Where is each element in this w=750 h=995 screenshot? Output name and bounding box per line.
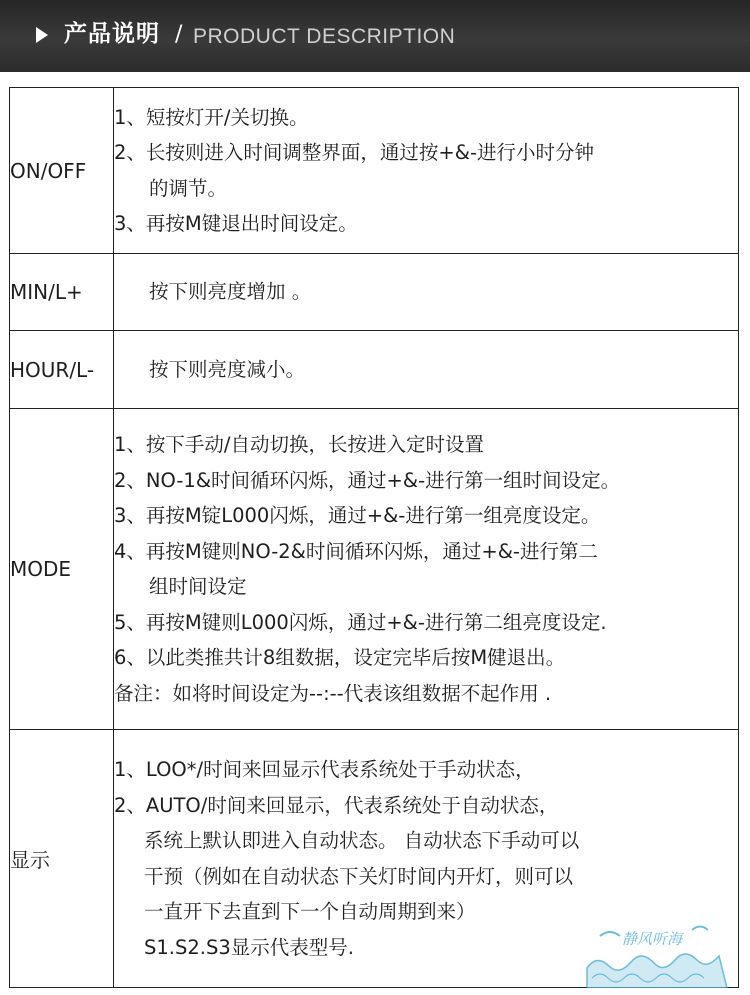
row-key-on-off: ON/OFF [10, 88, 114, 254]
text-line: 3、再按M锭L000闪烁，通过+&-进行第一组亮度设定。 [114, 504, 601, 527]
seagull-icon [692, 927, 708, 931]
text-line: S1.S2.S3显示代表型号. [144, 935, 354, 959]
table-row-on-off [10, 88, 739, 254]
row-value-hour [114, 331, 739, 409]
description-table [9, 87, 739, 988]
text-line: 1、按下手动/自动切换，长按进入定时设置 [114, 433, 484, 456]
text-line: 备注：如将时间设定为--:--代表该组数据不起作用 . [114, 681, 552, 705]
text-line: 按下则亮度增加 。 [149, 280, 312, 304]
text-line: 干预（例如在自动状态下关灯时间内开灯，则可以 [144, 864, 574, 888]
header-title-en: PRODUCT DESCRIPTION [193, 25, 456, 48]
header-title-cn: 产品说明 [64, 21, 160, 47]
text-line: 4、再按M键则NO-2&时间循环闪烁，通过+&-进行第二 [114, 539, 598, 563]
text-line: 2、长按则进入时间调整界面，通过按+&-进行小时分钟 [114, 141, 594, 164]
wave-icon [587, 954, 727, 988]
text-line: 1、LOO*/时间来回显示代表系统处于手动状态， [114, 758, 535, 781]
text-line: 系统上默认即进入自动状态。 自动状态下手动可以 [144, 829, 580, 852]
text-line: 2、NO-1&时间循环闪烁，通过+&-进行第一组时间设定。 [114, 468, 621, 492]
text-line: 组时间设定 [149, 575, 247, 598]
row-key-mode: MODE [10, 409, 114, 730]
seagull-icon [600, 932, 620, 936]
row-key-hour: HOUR/L- [10, 331, 114, 409]
text-line: 6、以此类推共计8组数据，设定完毕后按M健退出。 [114, 646, 566, 669]
text-line: 1、短按灯开/关切换。 [114, 105, 309, 129]
page-header [0, 0, 750, 72]
play-arrow-icon [36, 27, 48, 43]
table-row-mode [10, 409, 739, 730]
text-line: 5、再按M键则L000闪烁，通过+&-进行第二组亮度设定. [114, 610, 607, 634]
table-row-min [10, 254, 739, 331]
row-key-min: MIN/L+ [10, 254, 114, 331]
row-value-min [114, 254, 739, 331]
row-value-mode [114, 409, 739, 730]
row-key-display: 显示 [10, 730, 114, 988]
watermark-text: 静风听海 [622, 930, 683, 948]
text-line: 一直开下去直到下一个自动周期到来） [144, 900, 476, 923]
row-value-on-off [114, 88, 739, 254]
header-slash: / [175, 22, 183, 47]
text-line: 按下则亮度减小。 [149, 357, 306, 381]
text-line: 3、再按M键退出时间设定。 [114, 212, 358, 235]
table-row-hour [10, 331, 739, 409]
text-line: 2、AUTO/时间来回显示，代表系统处于自动状态， [114, 793, 559, 817]
watermark-logo [582, 918, 732, 988]
text-line: 的调节。 [149, 176, 228, 200]
